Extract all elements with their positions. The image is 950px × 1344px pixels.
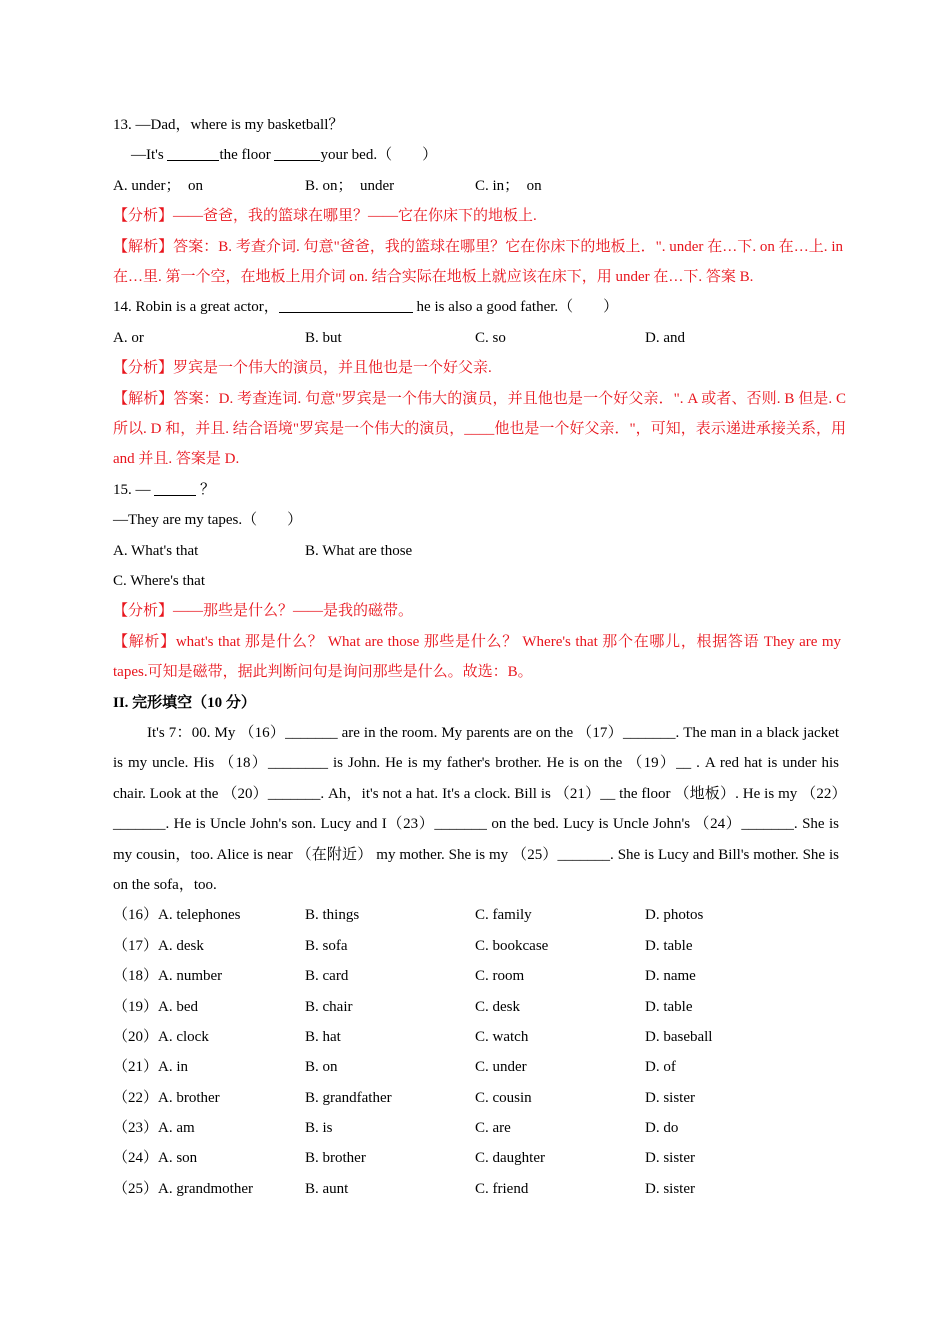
option: C. under <box>475 1059 527 1076</box>
option: A. under； on <box>113 177 203 194</box>
option: C. Where's that <box>113 572 205 589</box>
option: B. on <box>305 1059 338 1076</box>
option: B. but <box>305 329 342 346</box>
option: （20）A. clock <box>113 1028 209 1045</box>
option: D. sister <box>645 1089 695 1106</box>
section-title: II. 完形填空（10 分） <box>113 694 256 711</box>
blank <box>154 479 196 496</box>
option-row <box>113 1113 846 1143</box>
option: A. or <box>113 329 144 346</box>
option-row <box>113 900 846 930</box>
blank <box>274 144 320 161</box>
cloze-options <box>113 900 846 1204</box>
option: C. are <box>475 1120 511 1137</box>
option: （24）A. son <box>113 1150 198 1167</box>
option: B. chair <box>305 998 353 1015</box>
option: （25）A. grandmother <box>113 1180 253 1197</box>
blank <box>279 296 413 313</box>
option: D. of <box>645 1059 676 1076</box>
option: C. family <box>475 907 532 924</box>
option-row <box>113 1022 846 1052</box>
option: （19）A. bed <box>113 998 198 1015</box>
option: B. is <box>305 1120 333 1137</box>
option: D. photos <box>645 907 704 924</box>
q13-explanation: 【解析】答案：B. 考查介词. 句意"爸爸，我的篮球在哪里？它在你床下的地板上．". under 在…下. on 在…上. in 在…里. 第一个空，在地板上用介词 on. 结合实际在地板上就应该在床下，用 under 在…下. 答案 B. <box>113 238 843 285</box>
option: B. card <box>305 968 349 985</box>
option-row <box>113 1174 846 1204</box>
option: （17）A. desk <box>113 937 204 954</box>
option: D. table <box>645 998 693 1015</box>
option: B. on； under <box>305 177 395 194</box>
option: B. grandfather <box>305 1089 392 1106</box>
option: （21）A. in <box>113 1059 189 1076</box>
option: C. daughter <box>475 1150 545 1167</box>
q13-analysis: 【分析】——爸爸，我的篮球在哪里？——它在你床下的地板上. <box>113 208 537 225</box>
q15-answer-line: —They are my tapes.（ ） <box>113 512 303 529</box>
q13-answer-line: —It's the floor your bed.（ ） <box>113 140 846 170</box>
option: C. so <box>475 329 506 346</box>
option-row <box>113 931 846 961</box>
option: B. sofa <box>305 937 348 954</box>
q15-explanation: 【解析】what's that 那是什么？ What are those 那些是什么？ Where's that 那个在哪儿，根据答语 They are my tapes.可知是磁带，据此判断问句是询问那些是什么。故选：B。 <box>113 633 841 681</box>
option: B. brother <box>305 1150 366 1167</box>
option: D. baseball <box>645 1028 713 1045</box>
q14-explanation: 【解析】答案：D. 考查连词. 句意"罗宾是一个伟大的演员，并且他也是一个好父亲．". A 或者、否则. B 但是. C 所以. D 和，并且. 结合语境"罗宾是一个伟大的演员，____他也是一个好父亲．"，可知，表示递进承接关系，用 and 并且. 答案是 D. <box>113 390 846 468</box>
option: D. sister <box>645 1180 695 1197</box>
option: C. watch <box>475 1028 529 1045</box>
q13-options <box>113 171 846 201</box>
option: C. room <box>475 968 525 985</box>
option: （16）A. telephones <box>113 907 241 924</box>
q15-analysis: 【分析】——那些是什么？——是我的磁带。 <box>113 603 414 620</box>
option: C. desk <box>475 998 520 1015</box>
option: D. and <box>645 329 685 346</box>
q15-options-row1 <box>113 536 846 566</box>
option-row <box>113 961 846 991</box>
option: B. hat <box>305 1028 341 1045</box>
blank <box>167 144 219 161</box>
q15-stem: 15. — ？ <box>113 475 846 505</box>
q13-stem: 13. —Dad，where is my basketball？ <box>113 117 344 133</box>
option: A. What's that <box>113 542 199 559</box>
option: B. aunt <box>305 1180 349 1197</box>
option-row <box>113 1083 846 1113</box>
option-row <box>113 1143 846 1173</box>
option: B. things <box>305 907 360 924</box>
q14-analysis: 【分析】罗宾是一个伟大的演员，并且他也是一个好父亲. <box>113 360 492 377</box>
option-row <box>113 992 846 1022</box>
option: C. bookcase <box>475 937 549 954</box>
option: （18）A. number <box>113 968 223 985</box>
option: D. sister <box>645 1150 695 1167</box>
option-row <box>113 1052 846 1082</box>
option: D. table <box>645 937 693 954</box>
q14-options <box>113 323 846 353</box>
option: C. cousin <box>475 1089 532 1106</box>
option: C. in； on <box>475 177 542 194</box>
option: B. What are those <box>305 542 413 559</box>
option: （23）A. am <box>113 1120 195 1137</box>
option: D. do <box>645 1120 679 1137</box>
option: （22）A. brother <box>113 1089 220 1106</box>
q15-options-row2 <box>113 566 846 596</box>
q14-stem: 14. Robin is a great actor， he is also a good father.（ ） <box>113 292 846 322</box>
option: C. friend <box>475 1180 529 1197</box>
document-page <box>113 110 846 1204</box>
option: D. name <box>645 968 696 985</box>
cloze-passage: It's 7：00. My （16）_______ are in the room. My parents are on the （17）_______. The man in a black jacket is my uncle. His （18）________ is John. He is my father's brother. He is on the （19）__ . A red hat is under his chair. Look at the （20）_______. Ah，it's not a hat. It's a clock. Bill is （21）__ the floor （地板）. He is my （22）_______. He is Uncle John's son. Lucy and I（23）_______ on the bed. Lucy is Uncle John's （24）_______. She is my cousin，too. Alice is near （在附近） my mother. She is my （25）_______. She is Lucy and Bill's mother. She is on the sofa，too. <box>113 724 839 893</box>
